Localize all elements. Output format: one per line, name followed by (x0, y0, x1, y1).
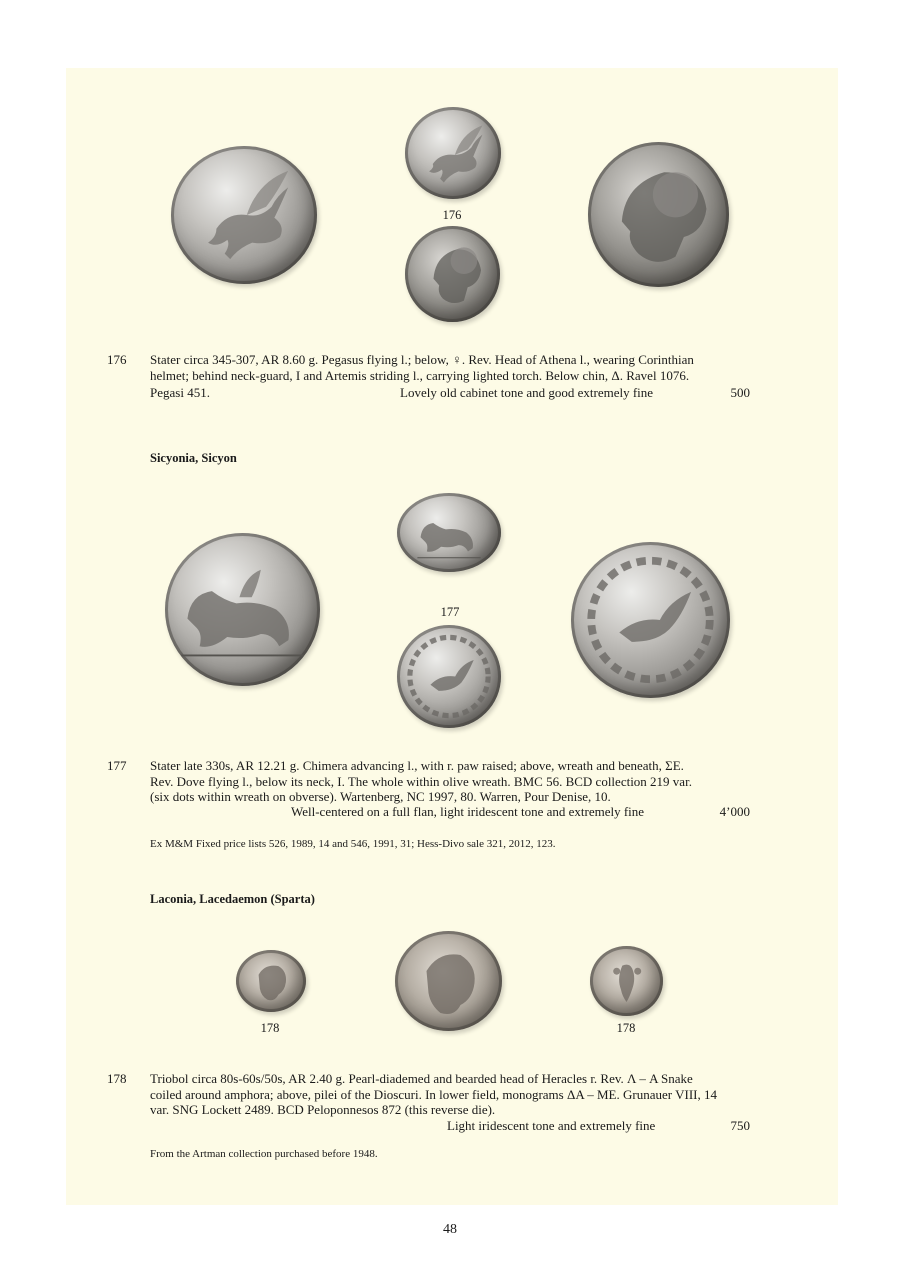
pegasus-image (171, 146, 317, 284)
lot-176-estimate: 500 (730, 385, 750, 400)
lot-178-provenance: From the Artman collection purchased before 1948. (150, 1148, 378, 1160)
coin-177-reverse-enlarged (571, 542, 730, 698)
lot-description-178 (150, 1071, 750, 1118)
coin-176-reverse-enlarged (588, 142, 729, 287)
lot-178-grade: Light iridescent tone and extremely fine (447, 1118, 656, 1133)
chimera-image (397, 493, 501, 572)
lot-description-176 (150, 352, 750, 383)
coin-label-178-right: 178 (616, 1021, 636, 1035)
lot-number-176: 176 (107, 352, 127, 367)
pegasus-image (405, 107, 501, 199)
dove-in-wreath-image (397, 625, 501, 728)
lot-number-177: 177 (107, 758, 127, 773)
coin-177-reverse (397, 625, 501, 728)
coin-177-obverse (397, 493, 501, 572)
heracles-head-image (395, 931, 502, 1031)
lot-176-grade: Lovely old cabinet tone and good extremely fine (400, 385, 654, 400)
page-number: 48 (443, 1222, 457, 1237)
description-line: Stater late 330s, AR 12.21 g. Chimera advancing l., with r. paw raised; above, wreath and beneath, ΣE. (150, 758, 684, 773)
coin-label-178-left: 178 (260, 1021, 280, 1035)
description-line: coiled around amphora; above, pilei of the Dioscuri. In lower field, monograms ΔA – ME. Grunauer VIII, 14 (150, 1086, 717, 1102)
coin-176-reverse (405, 226, 500, 322)
heracles-head-image (236, 950, 306, 1012)
coin-177-obverse-enlarged (165, 533, 320, 686)
lot-177-grade: Well-centered on a full flan, light iridescent tone and extremely fine (291, 804, 645, 819)
athena-head-image (405, 226, 500, 322)
lot-number-178: 178 (107, 1071, 127, 1086)
section-heading-sparta: Laconia, Lacedaemon (Sparta) (150, 892, 315, 906)
lot-177-estimate: 4’000 (719, 804, 750, 819)
description-line: Rev. Dove flying l., below its neck, I. The whole within olive wreath. BMC 56. BCD collection 219 var. (150, 773, 692, 789)
dove-in-wreath-image (571, 542, 730, 698)
lot-description-177 (150, 758, 750, 805)
description-line: (six dots within wreath on obverse). Wartenberg, NC 1997, 80. Warren, Pour Denise, 10. (150, 789, 611, 804)
coin-178-obverse (236, 950, 306, 1012)
description-line: helmet; behind neck-guard, I and Artemis striding l., carrying lighted torch. Below chin, Δ. Ravel 1076. (150, 367, 690, 383)
section-heading-sicyon: Sicyonia, Sicyon (150, 451, 237, 465)
coin-176-obverse (405, 107, 501, 199)
lot-176-reference: Pegasi 451. (150, 385, 210, 400)
coin-176-obverse-enlarged (171, 146, 317, 284)
description-line: Triobol circa 80s-60s/50s, AR 2.40 g. Pearl-diademed and bearded head of Heracles r. Rev. Λ – A Snake (150, 1071, 693, 1086)
description-line: var. SNG Lockett 2489. BCD Peloponnesos 872 (this reverse die). (150, 1102, 496, 1117)
description-line: Stater circa 345-307, AR 8.60 g. Pegasus flying l.; below, ♀. Rev. Head of Athena l., wearing Corinthian (150, 352, 694, 367)
coin-178-obverse-enlarged (395, 931, 502, 1031)
amphora-image (590, 946, 663, 1016)
athena-head-image (588, 142, 729, 287)
coin-178-reverse (590, 946, 663, 1016)
coin-label-176: 176 (442, 208, 462, 222)
lot-178-estimate: 750 (730, 1118, 750, 1133)
coin-label-177: 177 (440, 605, 460, 619)
chimera-image (165, 533, 320, 686)
lot-177-provenance: Ex M&M Fixed price lists 526, 1989, 14 and 546, 1991, 31; Hess-Divo sale 321, 2012, 123. (150, 838, 556, 850)
